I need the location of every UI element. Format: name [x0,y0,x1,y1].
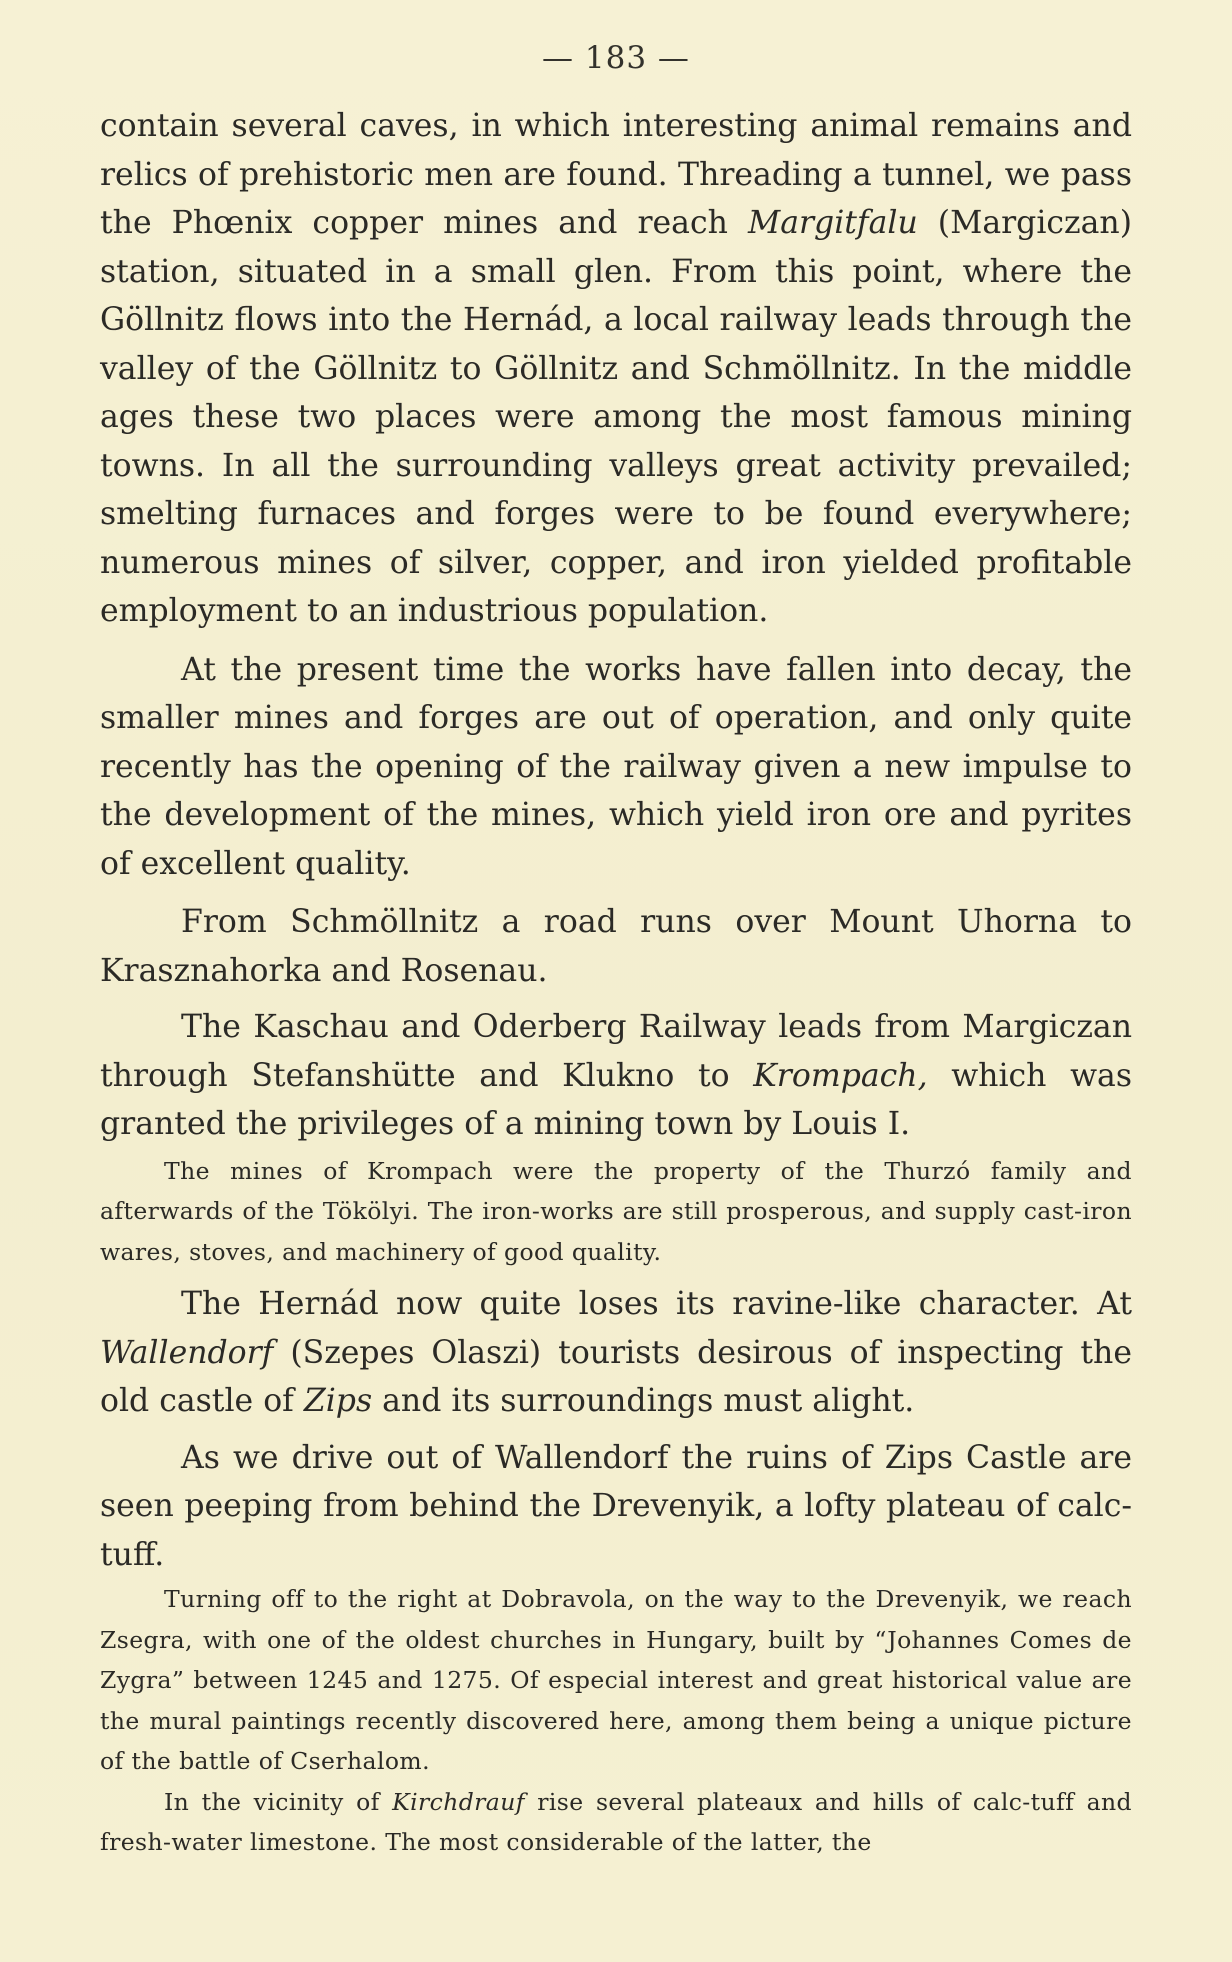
place-name-margitfalu: Margitfalu [747,205,918,241]
place-name-krompach: Krompach, [753,1057,928,1094]
place-name-kirchdrauf: Kirchdrauf [392,1787,525,1816]
note-block-2 [100,1579,1132,1863]
paragraph-6: As we drive out of Wallendorf the ruins of Zips Castle are seen peeping from behind the Drevenyik, a lofty plateau of calc-tuff. [100,1439,1132,1573]
paragraph-3: From Schmöllnitz a road runs over Mount Uhorna to Krasznahorka and Rosenau. [100,904,1132,989]
note-block-1 [100,1151,1132,1273]
note-krompach: The mines of Krompach were the property of the Thurzó family and afterwards of the Tökölyi. The iron-works are still prosperous, and supply cast-iron wares, stoves, and machinery of good quality. [100,1156,1132,1266]
note-kirchdrauf: In the vicinity of Kirchdrauf rise several plateaux and hills of calc-tuff and fresh-water limestone. The most considerable of the latter, the [100,1787,1132,1856]
place-name-wallendorf: Wallendorf [100,1334,274,1371]
page-number: — 183 — [542,40,690,76]
paragraph-2: At the present time the works have fallen into decay, the smaller mines and forges are out of operation, and only quite recently has the opening of the railway given a new impulse to the development of the mines, which yield iron ore and pyrites of excellent quality. [100,651,1132,882]
main-text-2 [100,1280,1132,1579]
main-text [100,102,1132,1149]
place-name-zips: Zips [303,1383,373,1419]
note-zsegra: Turning off to the right at Dobravola, on the way to the Drevenyik, we reach Zsegra, with one of the oldest churches in Hungary, built by “Johannes Comes de Zygra” between 1245 and 1275. Of especial interest and great historical value are the mural paintings recently discovered here, among them being a unique picture of the battle of Cserhalom. [100,1585,1132,1775]
paragraph-5: The Hernád now quite loses its ravine-like character. At Wallendorf (Szepes Olaszi) tourists desirous of inspecting the old castle of Zips and its surroundings must alight. [100,1286,1132,1419]
paragraph-1: contain several caves, in which interesting animal remains and relics of prehistoric men are found. Threading a tunnel, we pass the Phœnix copper mines and reach Margitfalu (Margiczan) station, situated in a small glen. From this point, where the Göllnitz flows into the Hernád, a local railway leads through the valley of the Göllnitz to Göllnitz and Schmöllnitz. In the middle ages these two places were among the most famous mining towns. In all the surrounding valleys great activity prevailed; smelting furnaces and forges were to be found everywhere; numerous mines of silver, copper, and iron yielded profitable employment to an industrious population. [100,108,1132,629]
paragraph-4: The Kaschau and Oderberg Railway leads from Margiczan through Stefanshütte and Klukno to Krompach, which was granted the privileges of a mining town by Louis I. [100,1009,1133,1142]
